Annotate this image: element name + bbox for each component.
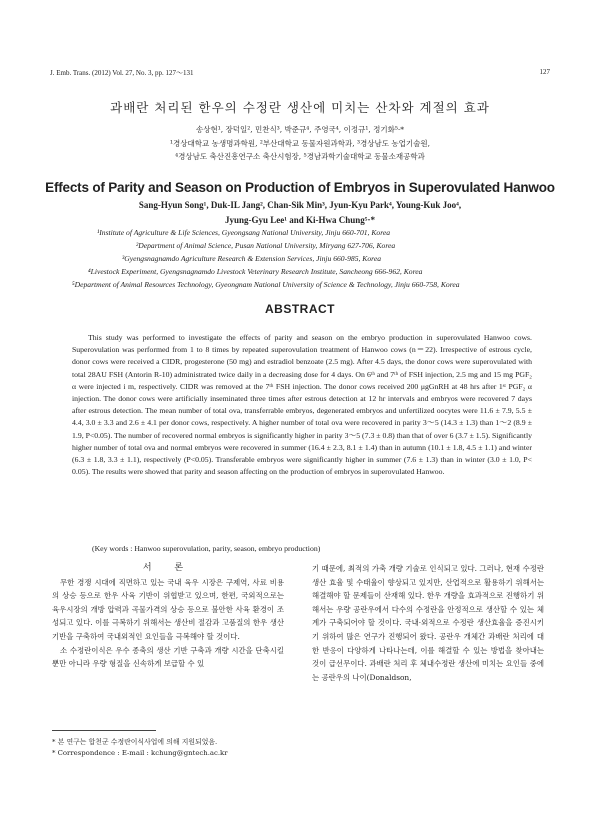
english-affiliation: ³Gyengsnagnamdo Agriculture Research & Extension Services, Jinju 660-985, Korea (122, 254, 382, 263)
footnote-correspondence: * Correspondence : E-mail : kchung@gntech.ac.kr (52, 749, 228, 757)
body-column-right (312, 562, 544, 684)
body-paragraph: 소 수정란이식은 우수 종축의 생산 기반 구축과 개량 시간을 단축시킬 뿐만 아니라 우량 형질을 신속하게 보급할 수 있 (52, 645, 284, 669)
journal-citation: J. Emb. Trans. (2012) Vol. 27, No. 3, pp. 127～131 (50, 69, 194, 77)
body-paragraph: 기 때문에, 최적의 가축 개량 기술로 인식되고 있다. 그러나, 현재 수정란 생산 효율 및 수태율이 향상되고 있지만, 산업적으로 활용하기 위해서는 해결해야 할 문제들이 산재해 있다. 한우 개량을 효과적으로 진행하기 위해서는 우량 공란우에서 다수의 수정란을 안정적으로 생산할 수 있는 체계가 구축되어야 할 것이다. 국내·외적으로 수정란 생산효율을 증진시키기 위하여 많은 연구가 진행되어 왔다. 공란우 개체간 과배란 처리에 대한 반응이 다양하게 나타나는데, 이를 해결할 수 있는 방법을 찾아내는 것이 급선무이다. 과배란 처리 후 체내수정란 생산에 미치는 요인들 중에는 공란우의 나이(Donaldson, (312, 564, 544, 682)
english-authors-line-1: Sang-Hyun Song¹, Duk-IL Jang², Chan-Sik Min³, Jyun-Kyu Park⁴, Young-Kuk Joo⁴, (138, 200, 462, 210)
english-affiliation: ¹Institute of Agriculture & Life Sciences, Gyeongsang National University, Jinju 660-701, Korea (97, 228, 391, 237)
section-heading-introduction: 서 론 (142, 563, 194, 573)
abstract-text: This study was performed to investigate the effects of parity and season on the embryo production in superovulated Hanwoo cows. Superovulation was performed from 1 to 8 times by repeated superovulation treatment of Hanwoo cows (n＝22). Irrespective of estrous cycle, donor cows were received a CIDR, progesterone (50 mg) and estradiol benzoate (2.5 mg). After 4.5 days, the donor cows were superovulated with total 28AU FSH (Antorin R-10) administrated twice daily in a decreasing dose for 4 days. On 6ᵗʰ and 7ᵗʰ of FSH injection, 2.5 mg and 15 mg PGF₂ α were injected i m, respectively. CIDR was removed at the 7ᵗʰ FSH injection. The donor cows received 200 μgGnRH at 48 hrs after 1ˢᵗ PGF₂ α injection. The donor cows were artificially inseminated three times after estrous detection at 12 hr intervals and embryos were recovered 7 days after estrous detection. The mean number of total ova, transferrable embryos, degenerated embryos and unfertilized oocytes were 11.6 ± 7.9, 5.5 ± 4.4, 3.0 ± 3.3 and 2.6 ± 4.1 per donor cows, respectively. A higher number of total ova were recovered in parity 3～5 (14.3 ± 1.3) than 1～2 (8.9 ± 1.9, P<0.05). The number of recovered normal embryos is significantly higher in parity 3～5 (7.3 ± 0.8) than that of over 6 (3.7 ± 1.5). Significantly higher number of total ova and normal embryos were recovered in summer (16.4 ± 2.3, 8.1 ± 1.4) than in autumn (10.1 ± 1.8, 4.5 ± 1.1) and winter (6.3 ± 1.8, 3.3 ± 1.1), respectively (P<0.05). Transferable embryos were significantly higher in summer (7.6 ± 1.3) than in winter (3.0 ± 1.0, P< 0.05). The results were showed that parity and season affecting on the production of embryos in superovulated Hanwoo. (72, 333, 532, 477)
english-affiliation: ⁵Department of Animal Resources Technology, Gyeongnam National University of Science & Technology, Jinju 660-758, Korea (72, 280, 460, 289)
footnote-divider (52, 730, 156, 731)
abstract-heading: ABSTRACT (265, 302, 335, 316)
korean-affiliation-2: ⁴경상남도 축산진흥연구소 축산시험장, ⁵경남과학기술대학교 동물소재공학과 (175, 152, 425, 161)
body-paragraph: 무한 경쟁 시대에 직면하고 있는 국내 육우 시장은 구제역, 사료 비용의 상승 등으로 한우 사육 기반이 위협받고 있으며, 한편, 국외적으로는 육우시장의 개방 압력과 곡물가격의 상승 등으로 불안한 사육 환경이 조성되고 있다. 이를 극복하기 위해서는 생산비 절감과 고품질의 한우 생산 기반을 구축하여 국내외적인 요인들을 극복해야 할 것이다. (52, 577, 284, 641)
english-authors-line-2: Jyung-Gyu Lee¹ and Ki-Hwa Chung⁵·* (225, 215, 375, 225)
korean-affiliation-1: ¹경상대학교 농생명과학원, ²부산대학교 동물자원과학과, ³경상남도 농업기술원, (170, 139, 430, 148)
english-affiliation: ⁴Livestock Experiment, Gyengsnagnamdo Livestock Veterinary Research Institute, Sancheong 666-962, Korea (88, 267, 423, 276)
body-column-left (52, 562, 284, 671)
korean-title: 과배란 처리된 한우의 수정란 생산에 미치는 산차와 계절의 효과 (110, 100, 490, 115)
page-number: 127 (539, 68, 550, 76)
english-title: Effects of Parity and Season on Production of Embryos in Superovulated Hanwoo (45, 180, 555, 195)
korean-authors: 송상현¹, 장덕일², 민찬식³, 박준규⁴, 주영국⁴, 이정규¹, 정기화⁵·* (196, 125, 404, 134)
abstract-body (72, 332, 532, 478)
english-affiliation: ²Department of Animal Science, Pusan National University, Miryang 627-706, Korea (136, 241, 396, 250)
keywords: (Key words : Hanwoo superovulation, parity, season, embryo production) (92, 544, 321, 553)
footnote-funding: * 본 연구는 합천군 수정란이식사업에 의해 지원되었음. (52, 738, 218, 746)
